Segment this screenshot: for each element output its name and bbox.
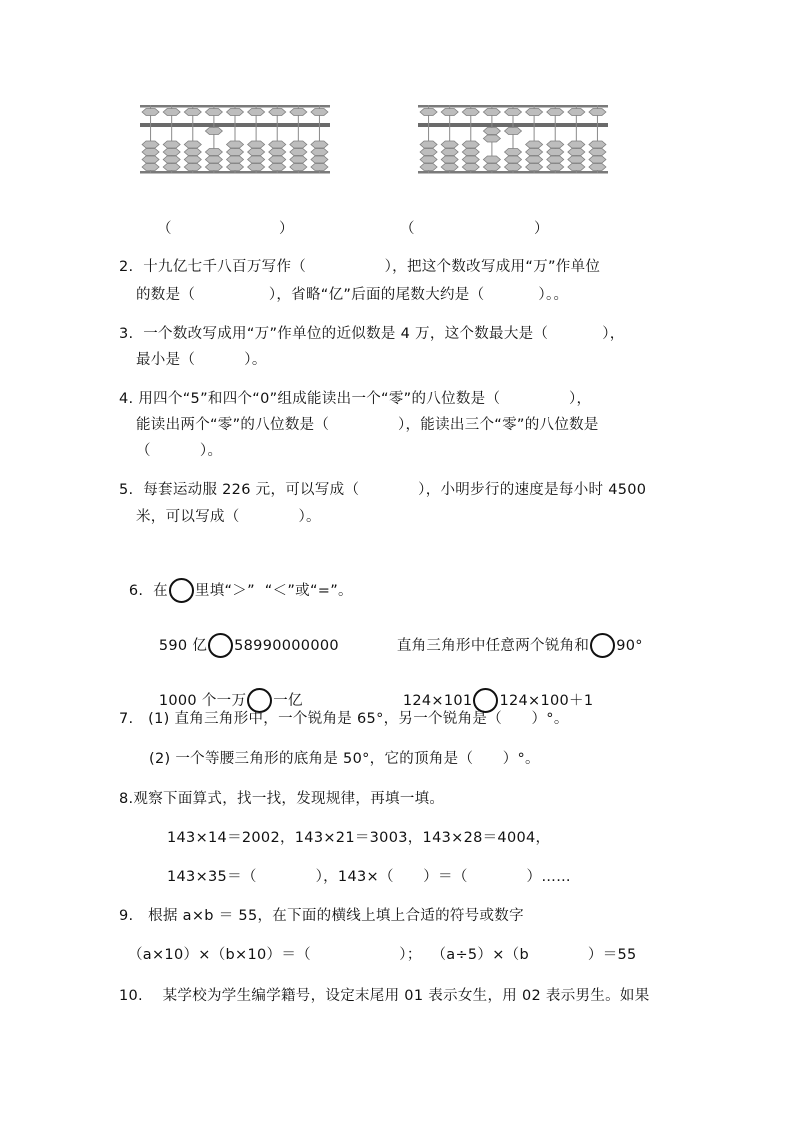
abacus-bead [248, 141, 265, 148]
abacus-bead [311, 156, 328, 163]
abacus-left-blank-close: ） [279, 221, 294, 237]
abacus-bead [462, 164, 479, 171]
abacus-bead [547, 164, 564, 171]
abacus-bead [163, 164, 180, 171]
compare-1-left: 590 亿 [158, 638, 208, 654]
question-6-line [119, 558, 353, 603]
abacus-bead [142, 141, 159, 148]
abacus-bead [441, 149, 458, 156]
abacus-bead [568, 109, 585, 116]
abacus-bead [184, 156, 201, 163]
abacus-bead [568, 141, 585, 148]
abacus-bead [290, 156, 307, 163]
abacus-bead [568, 164, 585, 171]
abacus-bead [526, 109, 543, 116]
question-7-line-2: (2) 一个等腰三角形的底角是 50°，它的顶角是（ ）°。 [149, 751, 540, 767]
abacus-bead [311, 149, 328, 156]
abacus-bead [184, 141, 201, 148]
abacus-bead [483, 128, 500, 135]
abacus-left-blank-open: （ [157, 221, 172, 237]
compare-circle-icon[interactable] [208, 633, 233, 658]
abacus-bead [420, 141, 437, 148]
abacus-bead [462, 109, 479, 116]
abacus-bead [205, 128, 222, 135]
question-5-line-2: 米，可以写成（ ）。 [136, 509, 321, 525]
abacus-bead [547, 109, 564, 116]
abacus-bead [248, 156, 265, 163]
abacus-bead [248, 164, 265, 171]
abacus-right-blank-open: （ [400, 221, 415, 237]
compare-1-right: 58990000000 [234, 638, 339, 654]
abacus-bead [505, 149, 522, 156]
abacus-bead [568, 156, 585, 163]
compare-circle-icon[interactable] [590, 633, 615, 658]
abacus-bead [547, 156, 564, 163]
compare-2-right: 90° [616, 638, 643, 654]
abacus-bead [269, 164, 286, 171]
compare-3-left: 1000 个一万 [158, 693, 247, 709]
abacus-bead [462, 141, 479, 148]
abacus-bead [462, 156, 479, 163]
abacus-bead [441, 164, 458, 171]
abacus-bead [142, 149, 159, 156]
abacus-bead [205, 156, 222, 163]
question-2-line-2: 的数是（ ），省略“亿”后面的尾数大约是（ ）。。 [136, 287, 569, 303]
compare-3-right: 一亿 [273, 693, 303, 709]
compare-row-1-left [149, 613, 339, 658]
abacus-bead [142, 156, 159, 163]
abacus-bead [589, 149, 606, 156]
question-2-line-1: 2. 十九亿七千八百万写作（ ），把这个数改写成用“万”作单位 [119, 259, 601, 275]
question-10-line-1: 10. 某学校为学生编学籍号，设定末尾用 01 表示女生，用 02 表示男生。如果 [119, 988, 650, 1004]
question-8-line-3: 143×35＝（ ），143×（ ）＝（ ）…… [167, 869, 571, 885]
question-6-prefix: 6. 在 [128, 583, 168, 599]
abacus-bead [462, 149, 479, 156]
abacus-bead [526, 156, 543, 163]
compare-circle-icon [169, 578, 194, 603]
abacus-bead [589, 156, 606, 163]
abacus-bead [568, 149, 585, 156]
abacus-bead [163, 141, 180, 148]
abacus-bead [505, 109, 522, 116]
abacus-bead [184, 149, 201, 156]
abacus-bead [441, 156, 458, 163]
abacus-bead [227, 141, 244, 148]
abacus-bead [184, 164, 201, 171]
abacus-bead [269, 156, 286, 163]
question-4-line-1: 4. 用四个“5”和四个“0”组成能读出一个“零”的八位数是（ ）， [119, 391, 592, 407]
abacus-bead [205, 149, 222, 156]
abacus-bead [420, 164, 437, 171]
abacus-left [140, 103, 330, 175]
abacus-bead [483, 164, 500, 171]
compare-row-2-left [149, 668, 303, 713]
abacus-bead [420, 156, 437, 163]
abacus-right-blank-close: ） [534, 221, 549, 237]
abacus-bead [483, 156, 500, 163]
abacus-bead [248, 109, 265, 116]
abacus-bead [589, 109, 606, 116]
abacus-bead [142, 109, 159, 116]
question-8-line-2: 143×14＝2002，143×21＝3003，143×28＝4004， [167, 830, 551, 846]
abacus-bead [505, 164, 522, 171]
abacus-bead [526, 149, 543, 156]
abacus-bead [311, 141, 328, 148]
abacus-bead [589, 164, 606, 171]
question-4-line-2: 能读出两个“零”的八位数是（ ），能读出三个“零”的八位数是 [136, 417, 599, 433]
abacus-bead [227, 149, 244, 156]
question-6-suffix: 里填“＞” “＜”或“=”。 [194, 583, 353, 599]
abacus-bead [290, 149, 307, 156]
abacus-bead [311, 109, 328, 116]
abacus-bead [205, 164, 222, 171]
compare-row-1-right [387, 613, 643, 658]
abacus-bead [420, 149, 437, 156]
abacus-bead [290, 164, 307, 171]
abacus-bead [184, 109, 201, 116]
abacus-bead [526, 141, 543, 148]
abacus-bead [163, 156, 180, 163]
abacus-bead [547, 141, 564, 148]
abacus-bead [420, 109, 437, 116]
abacus-bead [483, 135, 500, 142]
abacus-bead [290, 141, 307, 148]
compare-2-left: 直角三角形中任意两个锐角和 [396, 638, 590, 654]
abacus-bead [205, 109, 222, 116]
question-3-line-1: 3. 一个数改写成用“万”作单位的近似数是 4 万，这个数最大是（ ）， [119, 326, 625, 342]
abacus-right [418, 103, 608, 175]
compare-row-2-right [393, 668, 593, 713]
question-5-line-1: 5. 每套运动服 226 元，可以写成（ ），小明步行的速度是每小时 4500 [119, 482, 647, 498]
abacus-bead [227, 164, 244, 171]
compare-4-left: 124×101 [402, 693, 473, 709]
question-4-line-3: （ ）。 [136, 443, 223, 459]
abacus-bead [163, 109, 180, 116]
abacus-bead [441, 141, 458, 148]
abacus-bead [269, 109, 286, 116]
abacus-bead [441, 109, 458, 116]
question-7-line-1: 7. (1) 直角三角形中，一个锐角是 65°，另一个锐角是（ ）°。 [119, 711, 569, 727]
abacus-bead [163, 149, 180, 156]
question-3-line-2: 最小是（ ）。 [136, 352, 267, 368]
abacus-bead [547, 149, 564, 156]
abacus-bead [526, 164, 543, 171]
abacus-bead [505, 156, 522, 163]
abacus-bead [269, 149, 286, 156]
abacus-bead [227, 109, 244, 116]
question-8-line-1: 8.观察下面算式，找一找，发现规律，再填一填。 [119, 791, 445, 807]
abacus-bead [142, 164, 159, 171]
abacus-bead [248, 149, 265, 156]
question-9-line-1: 9. 根据 a×b ＝ 55，在下面的横线上填上合适的符号或数字 [119, 908, 524, 924]
abacus-bead [227, 156, 244, 163]
abacus-bead [290, 109, 307, 116]
question-9-line-2: （a×10）×（b×10）＝（ ）； （a÷5）×（b ）＝55 [128, 947, 637, 963]
abacus-bead [589, 141, 606, 148]
abacus-bead [269, 141, 286, 148]
abacus-bead [505, 128, 522, 135]
compare-4-right: 124×100＋1 [499, 693, 594, 709]
abacus-bead [483, 109, 500, 116]
abacus-bead [311, 164, 328, 171]
